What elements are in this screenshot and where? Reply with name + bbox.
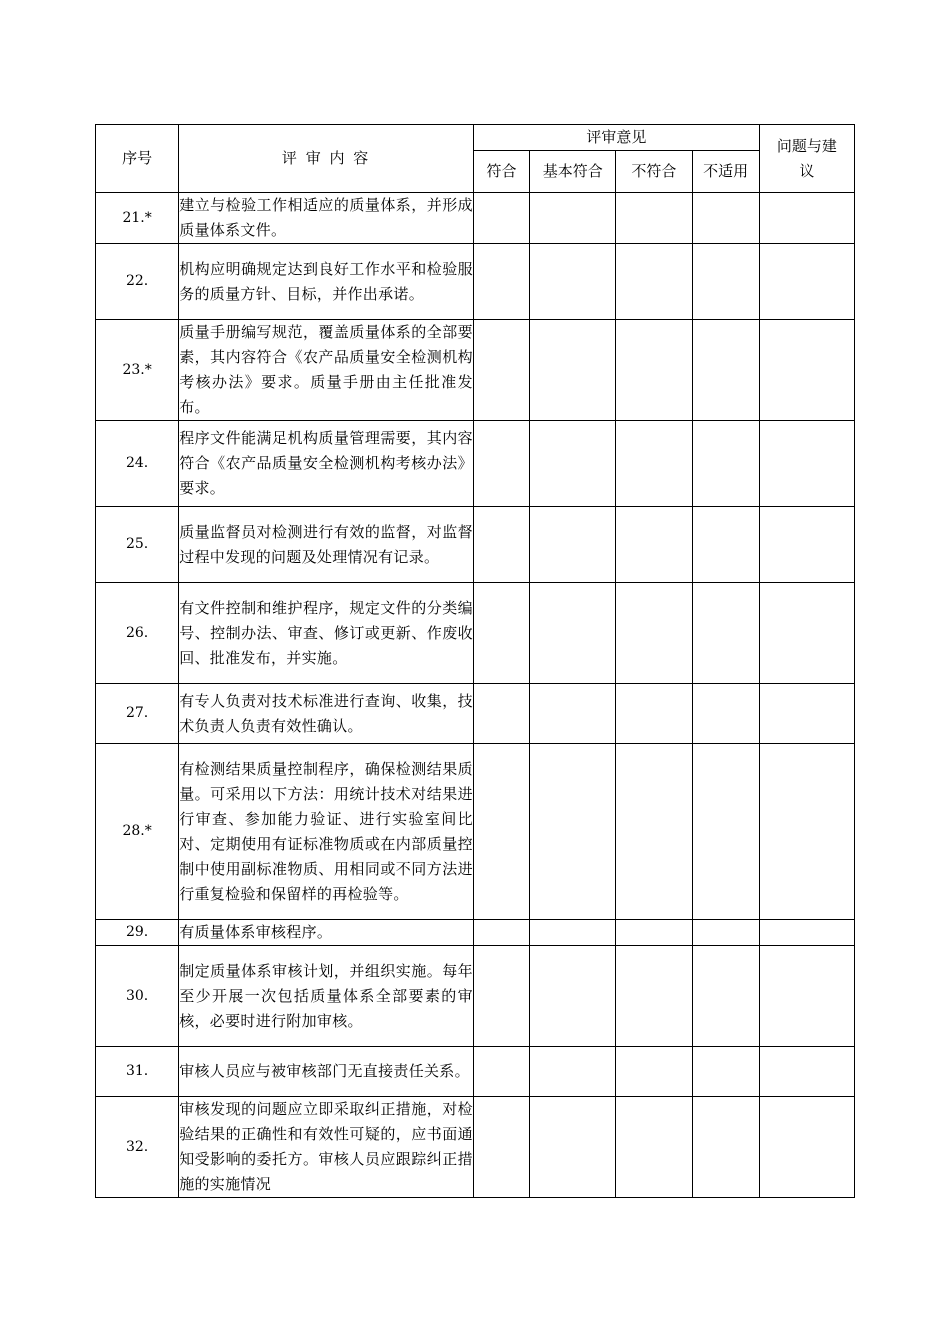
not-applicable-cell[interactable] (692, 320, 759, 421)
basic-comply-cell[interactable] (530, 1097, 616, 1198)
row-content: 有专人负责对技术标准进行查询、收集，技术负责人负责有效性确认。 (179, 684, 474, 744)
table-row (96, 507, 855, 583)
comply-cell[interactable] (473, 744, 529, 920)
not-comply-cell[interactable] (616, 744, 692, 920)
not-applicable-cell[interactable] (692, 1097, 759, 1198)
table-row (96, 421, 855, 507)
table-row (96, 583, 855, 684)
basic-comply-cell[interactable] (530, 1047, 616, 1097)
not-applicable-cell[interactable] (692, 421, 759, 507)
comply-cell[interactable] (473, 507, 529, 583)
issues-cell[interactable] (759, 507, 854, 583)
header-basic-comply: 基本符合 (530, 151, 616, 193)
basic-comply-cell[interactable] (530, 684, 616, 744)
row-content: 程序文件能满足机构质量管理需要，其内容符合《农产品质量安全检测机构考核办法》要求。 (179, 421, 474, 507)
not-comply-cell[interactable] (616, 507, 692, 583)
not-applicable-cell[interactable] (692, 684, 759, 744)
not-applicable-cell[interactable] (692, 193, 759, 244)
comply-cell[interactable] (473, 193, 529, 244)
basic-comply-cell[interactable] (530, 920, 616, 946)
header-not-applicable: 不适用 (692, 151, 759, 193)
header-row-1 (96, 125, 855, 151)
table-row (96, 920, 855, 946)
basic-comply-cell[interactable] (530, 946, 616, 1047)
row-number: 24. (96, 421, 179, 507)
issues-cell[interactable] (759, 946, 854, 1047)
row-number: 21.* (96, 193, 179, 244)
basic-comply-cell[interactable] (530, 583, 616, 684)
header-seq: 序号 (96, 125, 179, 193)
row-number: 27. (96, 684, 179, 744)
table-row (96, 193, 855, 244)
not-applicable-cell[interactable] (692, 920, 759, 946)
comply-cell[interactable] (473, 1097, 529, 1198)
not-comply-cell[interactable] (616, 1047, 692, 1097)
not-applicable-cell[interactable] (692, 507, 759, 583)
table-row (96, 1097, 855, 1198)
comply-cell[interactable] (473, 320, 529, 421)
header-content: 评 审 内 容 (179, 125, 474, 193)
basic-comply-cell[interactable] (530, 320, 616, 421)
table-row (96, 1047, 855, 1097)
row-content: 质量手册编写规范，覆盖质量体系的全部要素，其内容符合《农产品质量安全检测机构考核办法》要求。质量手册由主任批准发布。 (179, 320, 474, 421)
not-comply-cell[interactable] (616, 583, 692, 684)
not-comply-cell[interactable] (616, 946, 692, 1047)
not-comply-cell[interactable] (616, 193, 692, 244)
row-content: 机构应明确规定达到良好工作水平和检验服务的质量方针、目标，并作出承诺。 (179, 244, 474, 320)
row-content: 审核发现的问题应立即采取纠正措施，对检验结果的正确性和有效性可疑的，应书面通知受影响的委托方。审核人员应跟踪纠正措施的实施情况 (179, 1097, 474, 1198)
issues-cell[interactable] (759, 193, 854, 244)
row-content: 建立与检验工作相适应的质量体系，并形成质量体系文件。 (179, 193, 474, 244)
basic-comply-cell[interactable] (530, 193, 616, 244)
table-row (96, 244, 855, 320)
row-number: 25. (96, 507, 179, 583)
not-comply-cell[interactable] (616, 920, 692, 946)
row-content: 有质量体系审核程序。 (179, 920, 474, 946)
not-applicable-cell[interactable] (692, 583, 759, 684)
issues-cell[interactable] (759, 1047, 854, 1097)
issues-cell[interactable] (759, 920, 854, 946)
row-number: 22. (96, 244, 179, 320)
not-comply-cell[interactable] (616, 320, 692, 421)
issues-cell[interactable] (759, 421, 854, 507)
basic-comply-cell[interactable] (530, 744, 616, 920)
basic-comply-cell[interactable] (530, 244, 616, 320)
issues-cell[interactable] (759, 1097, 854, 1198)
header-comply: 符合 (473, 151, 529, 193)
issues-cell[interactable] (759, 320, 854, 421)
row-number: 26. (96, 583, 179, 684)
row-content: 制定质量体系审核计划，并组织实施。每年至少开展一次包括质量体系全部要素的审核，必要时进行附加审核。 (179, 946, 474, 1047)
row-number: 32. (96, 1097, 179, 1198)
header-opinion: 评审意见 (473, 125, 759, 151)
table-row (96, 684, 855, 744)
issues-cell[interactable] (759, 244, 854, 320)
not-applicable-cell[interactable] (692, 744, 759, 920)
row-number: 29. (96, 920, 179, 946)
not-applicable-cell[interactable] (692, 244, 759, 320)
row-content: 质量监督员对检测进行有效的监督，对监督过程中发现的问题及处理情况有记录。 (179, 507, 474, 583)
not-applicable-cell[interactable] (692, 1047, 759, 1097)
comply-cell[interactable] (473, 244, 529, 320)
comply-cell[interactable] (473, 684, 529, 744)
table-row (96, 744, 855, 920)
not-comply-cell[interactable] (616, 1097, 692, 1198)
row-number: 23.* (96, 320, 179, 421)
review-table (95, 124, 855, 1198)
comply-cell[interactable] (473, 1047, 529, 1097)
row-number: 28.* (96, 744, 179, 920)
row-content: 有检测结果质量控制程序，确保检测结果质量。可采用以下方法：用统计技术对结果进行审查、参加能力验证、进行实验室间比对、定期使用有证标准物质或在内部质量控制中使用副标准物质、用相同或不同方法进行重复检验和保留样的再检验等。 (179, 744, 474, 920)
not-comply-cell[interactable] (616, 684, 692, 744)
comply-cell[interactable] (473, 946, 529, 1047)
row-number: 31. (96, 1047, 179, 1097)
issues-cell[interactable] (759, 583, 854, 684)
basic-comply-cell[interactable] (530, 507, 616, 583)
table-row (96, 946, 855, 1047)
header-not-comply: 不符合 (616, 151, 692, 193)
not-comply-cell[interactable] (616, 244, 692, 320)
not-comply-cell[interactable] (616, 421, 692, 507)
row-content: 审核人员应与被审核部门无直接责任关系。 (179, 1047, 474, 1097)
header-issues: 问题与建议 (759, 125, 854, 193)
row-number: 30. (96, 946, 179, 1047)
row-content: 有文件控制和维护程序，规定文件的分类编号、控制办法、审查、修订或更新、作废收回、批准发布，并实施。 (179, 583, 474, 684)
comply-cell[interactable] (473, 920, 529, 946)
basic-comply-cell[interactable] (530, 421, 616, 507)
table-row (96, 320, 855, 421)
comply-cell[interactable] (473, 421, 529, 507)
issues-cell[interactable] (759, 684, 854, 744)
not-applicable-cell[interactable] (692, 946, 759, 1047)
comply-cell[interactable] (473, 583, 529, 684)
issues-cell[interactable] (759, 744, 854, 920)
